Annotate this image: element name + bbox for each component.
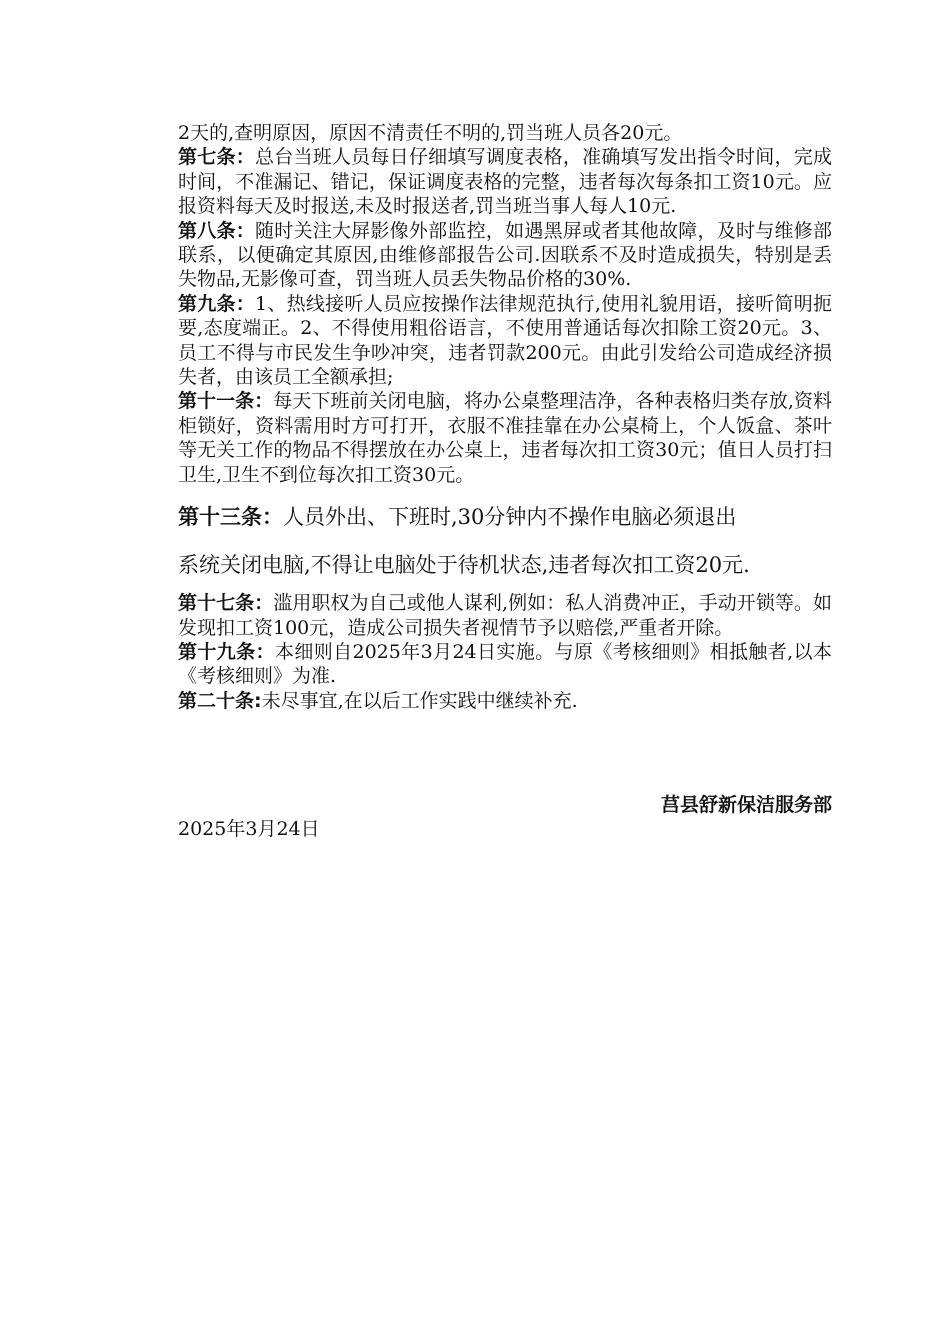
- article-20-text: 未尽事宜,在以后工作实践中继续补充.: [261, 689, 578, 712]
- article-11-text: 每天下班前关闭电脑，将办公桌整理洁净，各种表格归类存放,资料柜锁好，资料需用时方可打开，衣服不准挂靠在办公桌椅上，个人饭盒、茶叶等无关工作的物品不得摆放在办公桌上，违者每次扣工资30元；值日人员打扫卫生,卫生不到位每次扣工资30元。: [178, 390, 832, 486]
- article-8-label: 第八条：: [178, 219, 255, 242]
- article-13-line-2: 系统关闭电脑,不得让电脑处于待机状态,违者每次扣工资20元.: [178, 553, 750, 578]
- article-8: [178, 219, 832, 292]
- article-9-text: 1、热线接听人员应按操作法律规范执行,使用礼貌用语，接听简明扼要,态度端正。2、不得使用粗俗语言，不使用普通话每次扣除工资20元。3、员工不得与市民发生争吵冲突，违者罚款200元。由此引发给公司造成经济损失者，由该员工全额承担;: [178, 292, 832, 389]
- document-body: [178, 121, 832, 841]
- article-13-line-1: [178, 493, 832, 541]
- article-17-label: 第十七条：: [178, 592, 274, 615]
- organization-name: 莒县舒新保洁服务部: [660, 794, 832, 817]
- article-17: [178, 591, 832, 640]
- article-7-label: 第七条：: [178, 146, 255, 169]
- article-7-text: 总台当班人员每日仔细填写调度表格，准确填写发出指令时间，完成时间，不准漏记、错记，保证调度表格的完整，违者每次每条扣工资10元。应报资料每天及时报送,未及时报送者,罚当班当事人每人10元.: [178, 146, 832, 218]
- article-20: [178, 689, 832, 713]
- article-8-text: 随时关注大屏影像外部监控，如遇黑屏或者其他故障，及时与维修部联系，以便确定其原因,由维修部报告公司.因联系不及时造成损失，特别是丢失物品,无影像可查，罚当班人员丢失物品价格的30%.: [178, 219, 832, 291]
- article-7: [178, 145, 832, 218]
- article-11: [178, 389, 832, 487]
- article-9: [178, 292, 832, 390]
- signature-spacer: [178, 713, 832, 793]
- article-20-label: 第二十条:: [178, 689, 262, 712]
- article-13-label: 第十三条：: [178, 505, 283, 530]
- article-19-label: 第十九条：: [178, 640, 275, 663]
- document-date: 2025年3月24日: [178, 818, 320, 841]
- article-13: [178, 493, 832, 589]
- continued-text: 2天的,查明原因，原因不清责任不明的,罚当班人员各20元。: [178, 122, 683, 144]
- article-11-label: 第十一条：: [178, 390, 274, 413]
- article-19: [178, 640, 832, 689]
- article-13-text-1: 人员外出、下班时,30分钟内不操作电脑必须退出: [283, 505, 737, 530]
- article-9-label: 第九条：: [178, 292, 256, 315]
- article-19-text: 本细则自2025年3月24日实施。与原《考核细则》相抵触者,以本《考核细则》为准.: [178, 640, 832, 688]
- article-17-text: 滥用职权为自己或他人谋利,例如：私人消费冲正，手动开锁等。如发现扣工资100元，造成公司损失者视情节予以赔偿,严重者开除。: [178, 592, 832, 639]
